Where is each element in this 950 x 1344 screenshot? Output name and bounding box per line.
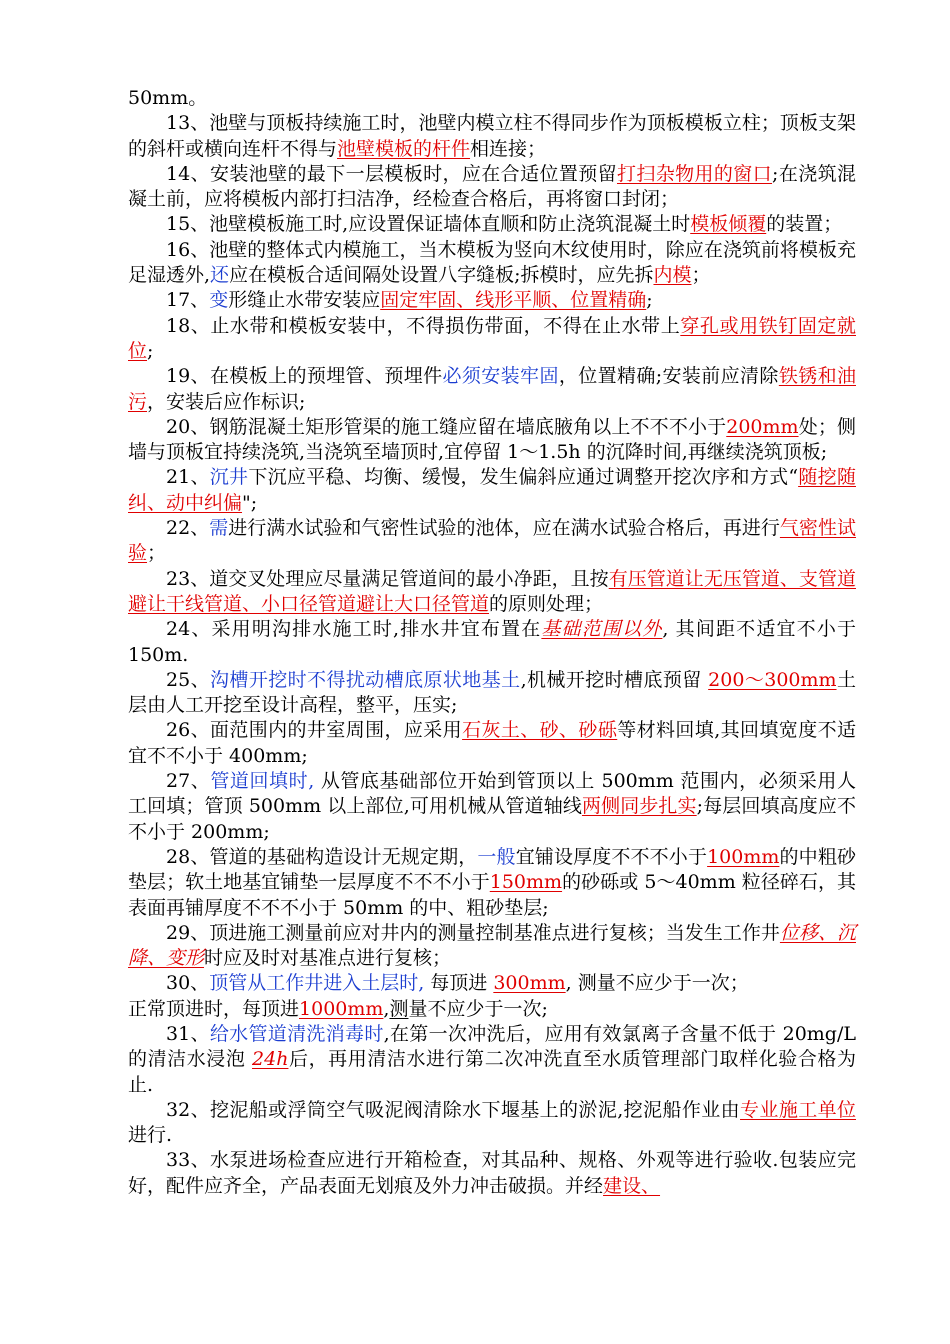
- highlighted-text: 必须安装牢固: [442, 365, 559, 388]
- paragraph: [128, 617, 856, 668]
- text-segment: 24、采用明沟排水施工时,排水井宜布置在: [166, 618, 542, 641]
- text-segment: 50mm。: [128, 87, 208, 109]
- highlighted-text: 一般: [477, 845, 516, 868]
- text-segment: 应在模板合适间隔处设置八字缝板;拆模时，应先拆: [229, 264, 654, 287]
- text-segment: 量不应少于一次;: [408, 997, 548, 1020]
- text-segment: ;: [147, 339, 154, 362]
- highlighted-text: 变: [209, 289, 229, 312]
- text-segment: ;每层回填高度应不不小于 200mm;: [128, 795, 856, 843]
- text-segment: ，位置精确;安装前应清除: [558, 365, 779, 388]
- highlighted-text: 基础范围以外: [541, 618, 663, 641]
- text-segment: 的原则处理；: [489, 592, 604, 615]
- text-segment: 21、: [166, 466, 210, 489]
- highlighted-text: 需: [209, 517, 229, 540]
- paragraph: [128, 1098, 856, 1149]
- paragraph: [128, 971, 856, 996]
- text-segment: 20、钢筋混凝土矩形管渠的施工缝应留在墙底腋角以上不不不小于: [166, 415, 727, 438]
- text-segment: 27、: [166, 770, 211, 793]
- highlighted-text: 气密性试验: [128, 517, 856, 565]
- highlighted-text: 两侧同步扎实: [581, 795, 697, 818]
- text-segment: 30、: [166, 972, 210, 995]
- text-segment: 正常顶进时，每顶进: [128, 997, 300, 1020]
- text-segment: 进行.: [128, 1124, 173, 1147]
- paragraph: [128, 1022, 856, 1098]
- highlighted-text: 穿孔或用铁钉固定就位: [128, 314, 856, 362]
- highlighted-text: 模板倾覆: [690, 213, 767, 236]
- highlighted-text: 300mm: [493, 972, 566, 995]
- text-segment: 的砂砾或 5～40mm 粒径碎石，其表面再铺厚度不不不小于 50mm 的中、粗砂垫层;: [128, 871, 856, 919]
- paragraph: [128, 415, 856, 466]
- text-segment: ";: [242, 491, 258, 514]
- text-segment: 25、: [166, 668, 210, 691]
- text-segment: 进行满水试验和气密性试验的池体，应在满水试验合格后，再进行: [228, 517, 780, 540]
- text-segment: 的装置；: [766, 213, 843, 236]
- highlighted-text: 有压管道让无压管道、支管道避让干线管道、小口径管道避让大口径管道: [128, 567, 856, 615]
- text-segment: 19、在模板上的预埋管、预埋件: [166, 365, 443, 388]
- text-segment: ；: [147, 542, 167, 565]
- paragraph: [128, 668, 856, 719]
- text-segment: , 其间距不适宜不小于 150m.: [128, 618, 856, 666]
- text-segment: 每顶进: [424, 972, 494, 995]
- highlighted-text: 1000mm: [299, 997, 384, 1020]
- paragraph: [128, 86, 856, 111]
- text-segment: 的中粗砂垫层；软土地基宜铺垫一层厚度不不不小于: [128, 845, 856, 894]
- highlighted-text: 池壁模板的杆件: [337, 137, 471, 160]
- highlighted-text: 200～300mm: [708, 668, 837, 691]
- paragraph: [128, 845, 856, 921]
- paragraph: [128, 1148, 856, 1199]
- text-segment: 32、挖泥船或浮筒空气吸泥阀清除水下堰基上的淤泥,挖泥船作业由: [166, 1098, 741, 1121]
- highlighted-text: 100mm: [707, 845, 780, 868]
- text-segment: 土层由人工开挖至设计高程，整平，压实;: [128, 668, 856, 717]
- text-segment: 31、: [166, 1022, 210, 1045]
- highlighted-text: 固定牢固、线形平顺、位置精确: [380, 289, 647, 312]
- text-segment: ;: [646, 289, 653, 312]
- text-segment: 13、池壁与顶板持续施工时，池壁内模立柱不得同步作为顶板模板立柱；顶板支架的斜杆或横向连杆不得与: [128, 112, 856, 160]
- highlighted-text: 石灰土、砂、砂砾: [462, 719, 618, 742]
- text-segment: 33、水泵进场检查应进行开箱检查，对其品种、规格、外观等进行验收.包装应完好，配件应齐全，产品表面无划痕及外力冲击破损。并经: [128, 1149, 856, 1197]
- highlighted-text: 内模: [653, 264, 692, 287]
- text-segment: ,机械开挖时槽底预留: [520, 668, 709, 691]
- highlighted-text: 沉井: [209, 466, 249, 489]
- paragraph: [128, 364, 856, 415]
- text-segment: 17、: [166, 289, 210, 312]
- paragraph: [128, 111, 856, 162]
- paragraph: [128, 465, 856, 516]
- paragraph: [128, 238, 856, 289]
- text-segment: 18、止水带和模板安装中，不得损伤带面，不得在止水带上: [166, 314, 681, 337]
- highlighted-text: 建设、: [603, 1174, 661, 1197]
- text-segment: , 测量不应少于一次；: [565, 972, 749, 995]
- paragraph: [128, 288, 856, 313]
- highlighted-text: 铁锈和油污: [128, 365, 856, 413]
- highlighted-text: 打扫杂物用的窗口: [616, 162, 773, 185]
- text-segment: 形缝止水带安装应: [228, 289, 381, 312]
- text-segment: ，安装后应作标识;: [147, 390, 306, 413]
- text-segment: 处；侧墙与顶板宜持续浇筑,当浇筑至墙顶时,宜停留 1～1.5h 的沉降时间,再继续浇筑顶板;: [128, 415, 856, 464]
- text-segment: ;在浇筑混凝土前，应将模板内部打扫洁净，经检查合格后，再将窗口封闭；: [128, 162, 856, 211]
- text-segment: 后，再用清洁水进行第二次冲洗直至水质管理部门取样化验合格为止.: [128, 1048, 856, 1096]
- text-segment: 15、池壁模板施工时,应设置保证墙体直顺和防止浇筑混凝土时: [166, 213, 691, 236]
- text-segment: ,: [383, 997, 390, 1020]
- paragraph: [128, 997, 856, 1022]
- text-segment: 29、顶进施工测量前应对井内的测量控制基准点进行复核；当发生工作井: [166, 921, 780, 944]
- paragraph: [128, 718, 856, 769]
- text-segment: 时应及时对基准点进行复核；: [204, 947, 452, 970]
- highlighted-text: 位移、沉降、变形: [128, 921, 856, 970]
- highlighted-text: 150mm: [489, 871, 563, 894]
- highlighted-text: 顶管从工作井进入土层时,: [209, 972, 425, 995]
- highlighted-text: 24h: [252, 1048, 289, 1071]
- paragraph: [128, 162, 856, 213]
- text-segment: 26、面范围内的井室周围，应采用: [166, 719, 463, 742]
- paragraph: [128, 567, 856, 618]
- highlighted-text: 测: [389, 997, 409, 1020]
- text-segment: 从管底基础部位开始到管顶以上 500mm 范围内，必须采用人工回填；管顶 500mm 以上部位,可用机械从管道轴线: [128, 770, 856, 818]
- text-segment: ,在第一次冲洗后，应用有效氯离子含量不低于 20mg/L 的清洁水浸泡: [128, 1022, 856, 1071]
- text-segment: 宜铺设厚度不不不小于: [515, 845, 708, 868]
- highlighted-text: 专业施工单位: [740, 1098, 856, 1121]
- paragraph: [128, 212, 856, 237]
- text-segment: 22、: [166, 517, 210, 540]
- highlighted-text: 管道回填时,: [210, 770, 315, 793]
- text-segment: 等材料回填,其回填宽度不适宜不不小于 400mm;: [128, 719, 856, 767]
- paragraph: [128, 314, 856, 365]
- highlighted-text: 沟槽开挖时不得扰动槽底原状地基土: [210, 668, 521, 691]
- highlighted-text: 随挖随纠、动中纠偏: [128, 466, 856, 514]
- text-segment: 下沉应平稳、均衡、缓慢，发生偏斜应通过调整开挖次序和方式“: [248, 466, 799, 489]
- paragraph: [128, 769, 856, 845]
- highlighted-text: 还: [210, 264, 230, 287]
- paragraph: [128, 516, 856, 567]
- text-segment: 28、管道的基础构造设计无规定期，: [166, 845, 478, 868]
- text-segment: 23、道交叉处理应尽量满足管道间的最小净距，且按: [166, 567, 609, 590]
- text-segment: 14、安装池壁的最下一层模板时，应在合适位置预留: [166, 162, 617, 185]
- document-page: [128, 86, 856, 1199]
- text-segment: 相连接；: [470, 137, 547, 160]
- highlighted-text: 200mm: [726, 415, 799, 438]
- highlighted-text: 给水管道清洗消毒时: [209, 1022, 384, 1045]
- text-segment: ；: [691, 264, 711, 287]
- paragraph: [128, 921, 856, 972]
- text-segment: 16、池壁的整体式内模施工，当木模板为竖向木纹使用时，除应在浇筑前将模板充足湿透外,: [128, 238, 856, 287]
